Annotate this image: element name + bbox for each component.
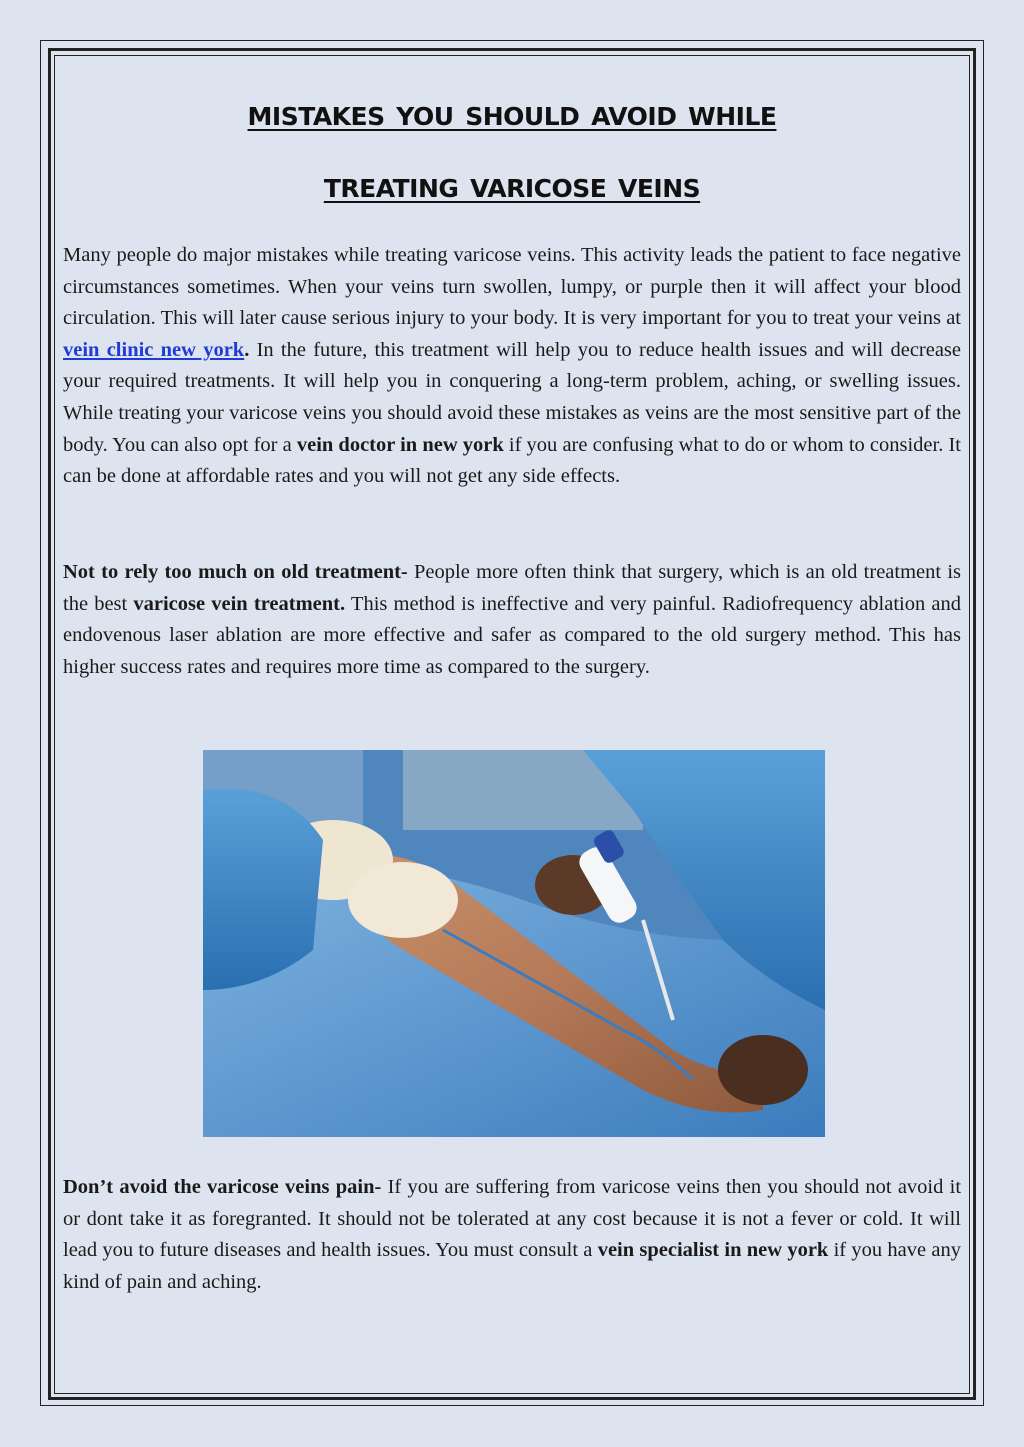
- vein-doctor-keyword: vein doctor in new york: [296, 433, 504, 456]
- pain-text-b: if you have any kind of pain and aching.: [63, 1239, 961, 1293]
- pain-paragraph: [63, 1172, 961, 1298]
- old-treatment-heading: Not to rely too much on old treatment-: [63, 561, 408, 583]
- old-treatment-paragraph: [63, 557, 961, 683]
- old-treatment-text-a: People more often think that surgery, which is an old treatment is the best: [63, 561, 962, 615]
- title-line-1: mistakes you should avoid while: [247, 94, 777, 134]
- intro-text-a: Many people do major mistakes while treating varicose veins. This activity leads the patient to face negative circumstances sometimes. When your veins turn swollen, lumpy, or purple then it will affect your blood circulation. This will later cause serious injury to your body. It is very important for you to treat your veins at: [63, 244, 961, 330]
- page-title: [62, 78, 962, 222]
- title-line-2: treating varicose veins: [323, 166, 701, 206]
- procedure-illustration: [203, 750, 825, 1137]
- intro-paragraph: [63, 240, 961, 493]
- vein-clinic-link[interactable]: vein clinic new york: [63, 338, 245, 361]
- old-treatment-text-b: This method is ineffective and very painful. Radiofrequency ablation and endovenous laser ablation are more effective and safer as compared to the old surgery method. This has higher success rates and requires more time as compared to the surgery.: [63, 592, 961, 678]
- pain-heading: Don’t avoid the varicose veins pain-: [63, 1176, 382, 1198]
- varicose-treatment-keyword: varicose vein treatment.: [133, 592, 346, 615]
- pain-text-a: If you are suffering from varicose veins then you should not avoid it or dont take it as foregranted. It should not be tolerated at any cost because it is not a fever or cold. It will lead you to future diseases and health issues. You must consult a: [63, 1176, 962, 1262]
- intro-period: .: [244, 338, 250, 361]
- surgeon-hand-lower: [718, 1035, 808, 1105]
- intro-text-c: if you are confusing what to do or whom to consider. It can be done at affordable rates and you will not get any side effects.: [63, 433, 961, 488]
- gloved-hand-right: [348, 862, 458, 938]
- procedure-photo: [203, 750, 825, 1137]
- vein-specialist-keyword: vein specialist in new york: [597, 1239, 829, 1262]
- intro-text-b: In the future, this treatment will help you to reduce health issues and will decrease your required treatments. It will help you in conquering a long-term problem, aching, or swelling issues. While treating your varicose veins you should avoid these mistakes as veins are the most sensitive part of the body. You can also opt for a: [63, 338, 962, 456]
